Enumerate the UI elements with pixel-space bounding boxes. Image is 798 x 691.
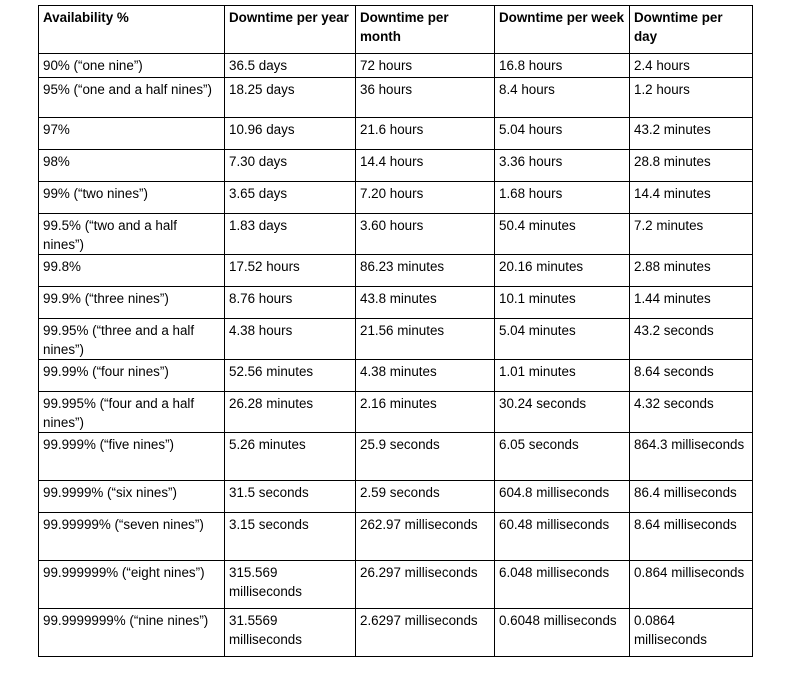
cell-downtime-year: 4.38 hours — [225, 319, 356, 360]
cell-downtime-year: 315.569 milliseconds — [225, 561, 356, 609]
cell-availability: 90% (“one nine”) — [39, 54, 225, 78]
cell-availability: 99.95% (“three and a half nines”) — [39, 319, 225, 360]
cell-downtime-month: 43.8 minutes — [356, 287, 495, 319]
cell-downtime-month: 14.4 hours — [356, 150, 495, 182]
cell-downtime-week: 16.8 hours — [495, 54, 630, 78]
cell-downtime-month: 2.16 minutes — [356, 392, 495, 433]
cell-downtime-month: 21.56 minutes — [356, 319, 495, 360]
cell-downtime-year: 1.83 days — [225, 214, 356, 255]
cell-downtime-month: 26.297 milliseconds — [356, 561, 495, 609]
cell-downtime-day: 2.88 minutes — [630, 255, 753, 287]
header-availability: Availability % — [39, 6, 225, 54]
table-row — [39, 392, 753, 433]
cell-availability: 99% (“two nines”) — [39, 182, 225, 214]
cell-downtime-day: 43.2 seconds — [630, 319, 753, 360]
table-row — [39, 78, 753, 118]
cell-downtime-month: 2.6297 milliseconds — [356, 609, 495, 657]
cell-downtime-day: 1.44 minutes — [630, 287, 753, 319]
cell-downtime-day: 0.0864 milliseconds — [630, 609, 753, 657]
cell-downtime-week: 3.36 hours — [495, 150, 630, 182]
table-row — [39, 360, 753, 392]
cell-downtime-month: 86.23 minutes — [356, 255, 495, 287]
table-row — [39, 433, 753, 481]
cell-downtime-month: 2.59 seconds — [356, 481, 495, 513]
table-row — [39, 287, 753, 319]
cell-downtime-year: 17.52 hours — [225, 255, 356, 287]
cell-availability: 99.9999999% (“nine nines”) — [39, 609, 225, 657]
table-row — [39, 481, 753, 513]
cell-downtime-year: 31.5569 milliseconds — [225, 609, 356, 657]
cell-downtime-month: 25.9 seconds — [356, 433, 495, 481]
cell-downtime-week: 1.01 minutes — [495, 360, 630, 392]
cell-downtime-day: 86.4 milliseconds — [630, 481, 753, 513]
header-downtime-week: Downtime per week — [495, 6, 630, 54]
cell-downtime-month: 3.60 hours — [356, 214, 495, 255]
table-row — [39, 150, 753, 182]
cell-downtime-month: 36 hours — [356, 78, 495, 118]
cell-availability: 99.8% — [39, 255, 225, 287]
cell-downtime-day: 43.2 minutes — [630, 118, 753, 150]
cell-downtime-week: 50.4 minutes — [495, 214, 630, 255]
cell-downtime-day: 2.4 hours — [630, 54, 753, 78]
header-downtime-day: Downtime per day — [630, 6, 753, 54]
cell-downtime-week: 60.48 milliseconds — [495, 513, 630, 561]
cell-downtime-week: 0.6048 milliseconds — [495, 609, 630, 657]
cell-availability: 99.99% (“four nines”) — [39, 360, 225, 392]
table-row — [39, 319, 753, 360]
cell-downtime-day: 7.2 minutes — [630, 214, 753, 255]
cell-downtime-week: 10.1 minutes — [495, 287, 630, 319]
availability-table-container — [38, 5, 753, 657]
cell-downtime-year: 3.65 days — [225, 182, 356, 214]
cell-downtime-day: 1.2 hours — [630, 78, 753, 118]
cell-downtime-week: 1.68 hours — [495, 182, 630, 214]
cell-downtime-day: 4.32 seconds — [630, 392, 753, 433]
cell-downtime-year: 36.5 days — [225, 54, 356, 78]
header-row — [39, 6, 753, 54]
cell-downtime-week: 30.24 seconds — [495, 392, 630, 433]
cell-downtime-year: 52.56 minutes — [225, 360, 356, 392]
cell-downtime-year: 31.5 seconds — [225, 481, 356, 513]
cell-availability: 95% (“one and a half nines”) — [39, 78, 225, 118]
cell-downtime-year: 10.96 days — [225, 118, 356, 150]
table-row — [39, 118, 753, 150]
header-downtime-month: Downtime per month — [356, 6, 495, 54]
cell-downtime-week: 5.04 hours — [495, 118, 630, 150]
cell-availability: 99.9999% (“six nines”) — [39, 481, 225, 513]
cell-downtime-week: 20.16 minutes — [495, 255, 630, 287]
table-row — [39, 561, 753, 609]
cell-downtime-year: 3.15 seconds — [225, 513, 356, 561]
cell-availability: 98% — [39, 150, 225, 182]
table-row — [39, 182, 753, 214]
table-row — [39, 214, 753, 255]
cell-availability: 99.9% (“three nines”) — [39, 287, 225, 319]
cell-downtime-week: 604.8 milliseconds — [495, 481, 630, 513]
cell-availability: 99.5% (“two and a half nines”) — [39, 214, 225, 255]
cell-downtime-year: 26.28 minutes — [225, 392, 356, 433]
cell-downtime-year: 18.25 days — [225, 78, 356, 118]
cell-downtime-day: 14.4 minutes — [630, 182, 753, 214]
cell-downtime-month: 21.6 hours — [356, 118, 495, 150]
table-row — [39, 54, 753, 78]
cell-downtime-day: 8.64 seconds — [630, 360, 753, 392]
cell-downtime-year: 5.26 minutes — [225, 433, 356, 481]
cell-availability: 99.999% (“five nines”) — [39, 433, 225, 481]
cell-downtime-day: 0.864 milliseconds — [630, 561, 753, 609]
cell-availability: 97% — [39, 118, 225, 150]
cell-downtime-week: 6.05 seconds — [495, 433, 630, 481]
cell-downtime-month: 262.97 milliseconds — [356, 513, 495, 561]
cell-downtime-year: 7.30 days — [225, 150, 356, 182]
cell-availability: 99.995% (“four and a half nines”) — [39, 392, 225, 433]
cell-downtime-day: 28.8 minutes — [630, 150, 753, 182]
cell-downtime-month: 7.20 hours — [356, 182, 495, 214]
cell-downtime-day: 8.64 milliseconds — [630, 513, 753, 561]
header-downtime-year: Downtime per year — [225, 6, 356, 54]
cell-downtime-month: 72 hours — [356, 54, 495, 78]
cell-downtime-day: 864.3 milliseconds — [630, 433, 753, 481]
table-row — [39, 609, 753, 657]
cell-availability: 99.99999% (“seven nines”) — [39, 513, 225, 561]
cell-downtime-week: 8.4 hours — [495, 78, 630, 118]
table-row — [39, 513, 753, 561]
cell-downtime-year: 8.76 hours — [225, 287, 356, 319]
availability-table — [38, 5, 753, 657]
cell-downtime-week: 5.04 minutes — [495, 319, 630, 360]
cell-availability: 99.999999% (“eight nines”) — [39, 561, 225, 609]
cell-downtime-month: 4.38 minutes — [356, 360, 495, 392]
table-body — [39, 54, 753, 657]
cell-downtime-week: 6.048 milliseconds — [495, 561, 630, 609]
table-row — [39, 255, 753, 287]
